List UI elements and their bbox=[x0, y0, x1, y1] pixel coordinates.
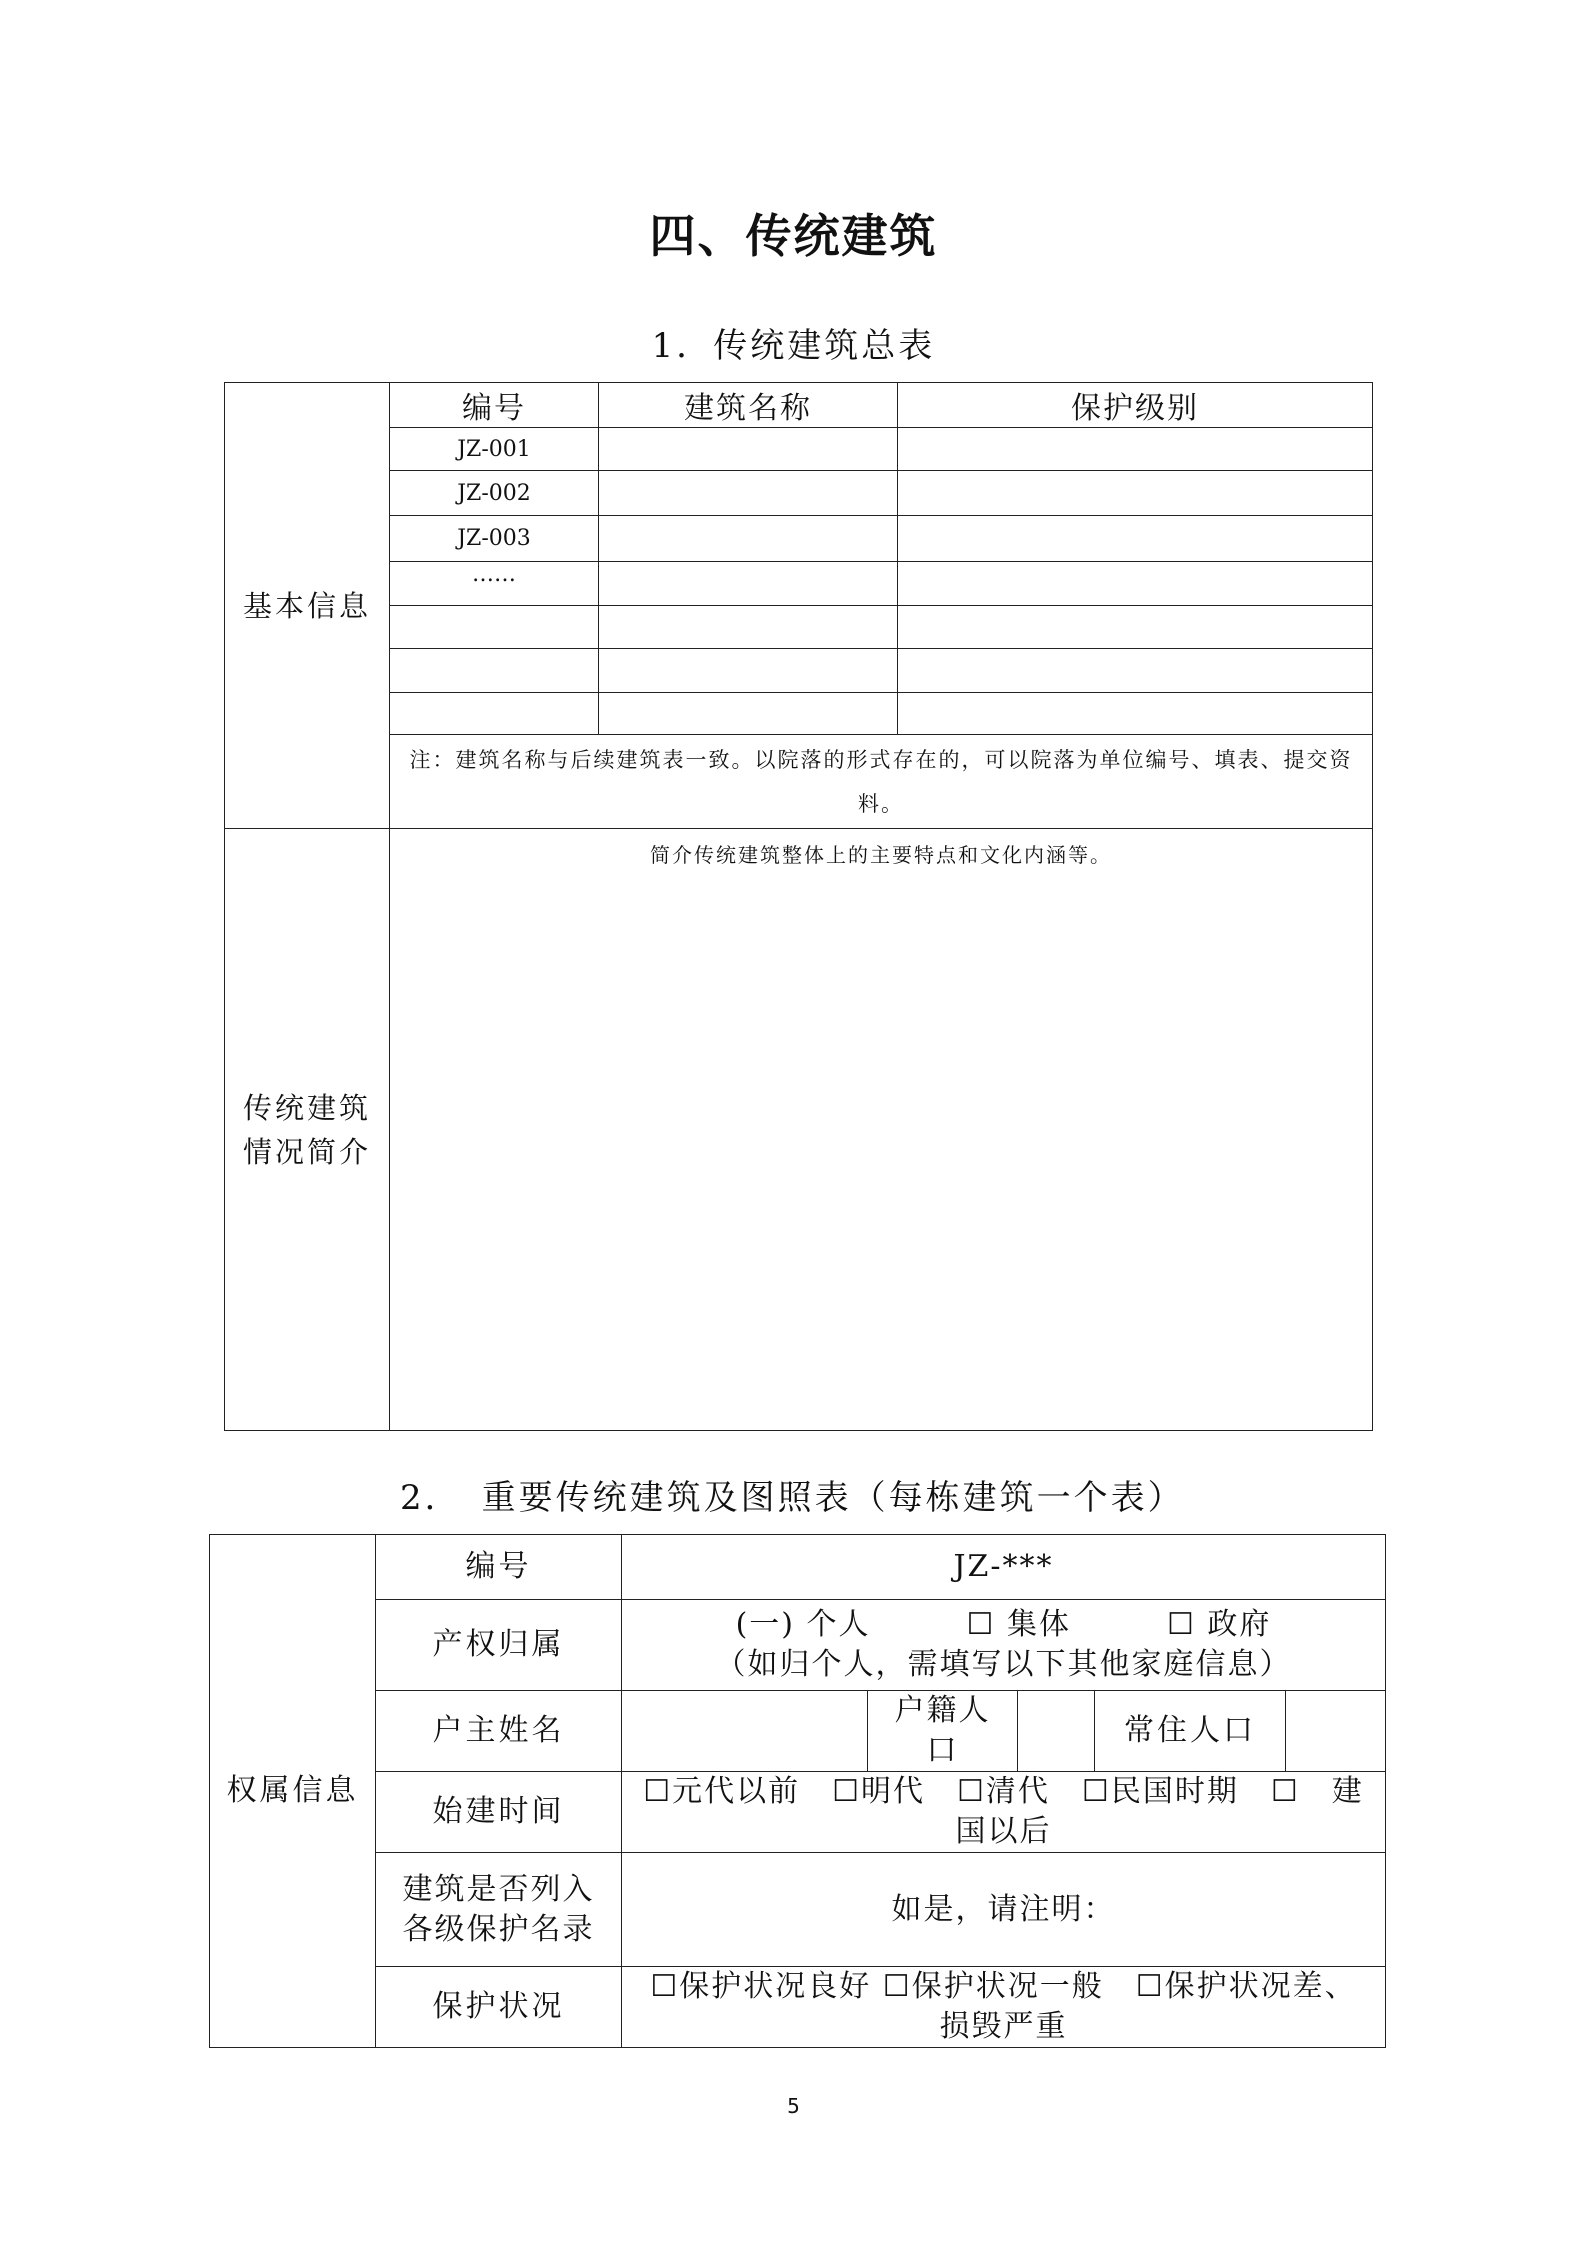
protection-status-label: 保护状况 bbox=[376, 1967, 622, 2048]
table-note: 注：建筑名称与后续建筑表一致。以院落的形式存在的，可以院落为单位编号、填表、提交资料。 bbox=[390, 735, 1373, 829]
building-name-cell[interactable] bbox=[599, 562, 898, 606]
resident-population-field[interactable] bbox=[1286, 1691, 1386, 1772]
protection-level-cell[interactable] bbox=[898, 471, 1373, 516]
protection-list-label-line2: 各级保护名录 bbox=[402, 1911, 595, 1947]
table-row-id[interactable] bbox=[390, 606, 599, 649]
summary-table bbox=[224, 382, 1373, 1431]
protection-level-cell[interactable] bbox=[898, 562, 1373, 606]
section2-title: 2． 重要传统建筑及图照表（每栋建筑一个表） bbox=[400, 1478, 1185, 1518]
table-row-id: JZ-001 bbox=[390, 428, 599, 471]
building-detail-table bbox=[209, 1534, 1386, 2048]
building-name-cell[interactable] bbox=[599, 471, 898, 516]
intro-label-line1: 传统建筑 bbox=[242, 1090, 371, 1125]
built-time-label: 始建时间 bbox=[376, 1772, 622, 1853]
protection-list-label-line1: 建筑是否列入 bbox=[402, 1871, 595, 1907]
id-value[interactable]: JZ-*** bbox=[622, 1535, 1386, 1600]
header-id: 编号 bbox=[390, 383, 599, 428]
intro-content-cell[interactable] bbox=[390, 829, 1373, 1431]
table-row-id: …… bbox=[390, 562, 599, 606]
building-name-cell[interactable] bbox=[599, 693, 898, 735]
basic-info-label: 基本信息 bbox=[225, 383, 390, 829]
table-row-id[interactable] bbox=[390, 649, 599, 693]
table-row-id: JZ-002 bbox=[390, 471, 599, 516]
protection-level-cell[interactable] bbox=[898, 428, 1373, 471]
protection-level-cell[interactable] bbox=[898, 516, 1373, 562]
intro-label-line2: 情况简介 bbox=[242, 1134, 371, 1169]
owner-name-field[interactable] bbox=[622, 1691, 868, 1772]
built-time-options[interactable]: ☐元代以前 ☐明代 ☐清代 ☐民国时期 ☐ 建国以后 bbox=[622, 1772, 1386, 1853]
id-label: 编号 bbox=[376, 1535, 622, 1600]
intro-hint: 简介传统建筑整体上的主要特点和文化内涵等。 bbox=[650, 843, 1112, 867]
household-population-field[interactable] bbox=[1018, 1691, 1095, 1772]
owner-name-label: 户主姓名 bbox=[376, 1691, 622, 1772]
building-name-cell[interactable] bbox=[599, 516, 898, 562]
protection-level-cell[interactable] bbox=[898, 606, 1373, 649]
protection-level-cell[interactable] bbox=[898, 693, 1373, 735]
table-row-id: JZ-003 bbox=[390, 516, 599, 562]
ownership-info-label: 权属信息 bbox=[210, 1535, 376, 2048]
protection-status-options[interactable]: ☐保护状况良好 ☐保护状况一般 ☐保护状况差、损毁严重 bbox=[622, 1967, 1386, 2048]
building-name-cell[interactable] bbox=[599, 606, 898, 649]
ownership-choices[interactable]: (一) 个人 ☐ 集体 ☐ 政府 bbox=[735, 1607, 1272, 1642]
header-building-name: 建筑名称 bbox=[599, 383, 898, 428]
household-population-label: 户籍人口 bbox=[868, 1691, 1018, 1772]
table-row-id[interactable] bbox=[390, 693, 599, 735]
protection-list-value[interactable]: 如是，请注明： bbox=[622, 1853, 1386, 1967]
protection-level-cell[interactable] bbox=[898, 649, 1373, 693]
resident-population-label: 常住人口 bbox=[1095, 1691, 1286, 1772]
protection-list-label bbox=[376, 1853, 622, 1967]
page-number: 5 bbox=[787, 2094, 800, 2118]
header-protection-level: 保护级别 bbox=[898, 383, 1373, 428]
building-name-cell[interactable] bbox=[599, 428, 898, 471]
building-name-cell[interactable] bbox=[599, 649, 898, 693]
ownership-label: 产权归属 bbox=[376, 1600, 622, 1691]
section1-title: 1．传统建筑总表 bbox=[651, 326, 936, 366]
ownership-options[interactable] bbox=[622, 1600, 1386, 1691]
page-title: 四、传统建筑 bbox=[649, 209, 938, 263]
ownership-hint: （如归个人，需填写以下其他家庭信息） bbox=[715, 1647, 1292, 1682]
intro-label bbox=[225, 829, 390, 1431]
